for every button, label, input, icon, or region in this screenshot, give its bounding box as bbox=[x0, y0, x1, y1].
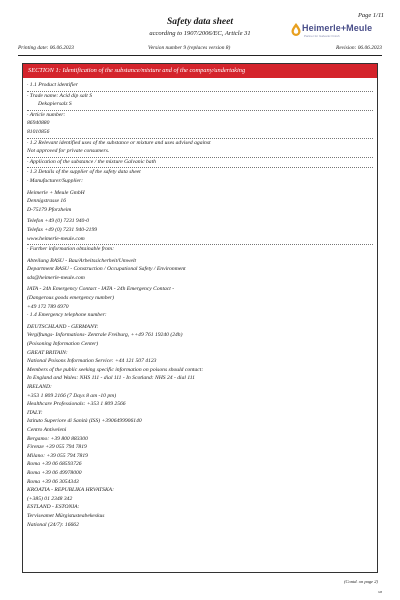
content-line: 81010856 bbox=[27, 128, 50, 135]
logo-tagline: Partner for Galvanic Finish bbox=[304, 34, 340, 38]
content-line: (Dangerous goods emergency number) bbox=[27, 295, 115, 302]
content-line: Department BASU - Construction / Occupational Safety / Environment bbox=[27, 266, 186, 273]
content-line: Dennigstrasse 16 bbox=[27, 198, 67, 205]
logo-mark-icon bbox=[290, 22, 302, 36]
document-title: Safety data sheet bbox=[167, 17, 233, 27]
content-line: Firenze +39 055 794 7819 bbox=[27, 444, 87, 451]
content-line: IRELAND: bbox=[27, 384, 52, 390]
edge-mark: GB bbox=[378, 590, 382, 594]
section-title: SECTION 1: Identification of the substance/mixture and of the company/undertaking bbox=[28, 66, 246, 74]
subsection-heading: · 1.2 Relevant identified uses of the substance or mixture and uses advised against bbox=[27, 139, 211, 146]
content-line: Dekapiersalz S bbox=[38, 101, 72, 108]
content-line: 86940880 bbox=[27, 120, 50, 127]
continued-note: (Contd. on page 2) bbox=[344, 579, 378, 584]
meta-row bbox=[18, 45, 382, 55]
company-logo bbox=[290, 22, 380, 44]
content-line: Roma +39 06 49978000 bbox=[27, 469, 82, 476]
content-line: · 1.4 Emergency telephone number: bbox=[27, 312, 107, 319]
content-line: Istituto Superiore di Sanità (ISS) +3906499906140 bbox=[27, 418, 142, 425]
subsection-heading: · Article number: bbox=[27, 111, 66, 118]
content-line: (+385) 01 2348 342 bbox=[27, 495, 73, 502]
content-line: National (24/7): 16662 bbox=[27, 521, 79, 528]
content-line: +49 172 789 6970 bbox=[27, 303, 69, 310]
content-line: Abteilung BASU - Bau/Arbeitssicherheit/Umwelt bbox=[27, 257, 137, 264]
subsection-heading: · Trade name: Acid dip salt S bbox=[27, 92, 92, 99]
content-line: In England and Wales: NHS 111 - dial 111 - In Scotland: NHS 24 - dial 111 bbox=[27, 375, 195, 382]
content-line: KROATIA - REPUBLIKA HRVATSKA: bbox=[27, 487, 114, 494]
subsection-heading: · Further information obtainable from: bbox=[27, 246, 114, 253]
content-line: Heimerle + Meule GmbH bbox=[27, 189, 85, 196]
header-rule bbox=[18, 55, 382, 56]
content-line: National Poisons Information Service: +44 121 507 4123 bbox=[27, 358, 157, 365]
content-line: Telefon +49 (0) 7231 940-0 bbox=[27, 218, 89, 225]
content-line: Not approved for private consumers. bbox=[27, 148, 110, 155]
revision-date: Revision: 06.06.2023 bbox=[336, 45, 382, 51]
content-line: Telefax +49 (0) 7231 940-2199 bbox=[27, 226, 98, 233]
content-line: Terviseamet Mürgistusteabekeskus bbox=[27, 512, 105, 519]
content-line: sds@heimerle-meule.com bbox=[27, 274, 85, 281]
document-subtitle: according to 1907/2006/EC, Article 31 bbox=[149, 30, 251, 37]
content-line: ESTLAND - ESTONIA: bbox=[27, 504, 80, 511]
section-content bbox=[27, 81, 373, 569]
content-line: Roma +39 06 3054343 bbox=[27, 478, 79, 485]
subsection-heading: · Application of the substance / the mixture Galvanic bath bbox=[27, 158, 156, 165]
content-line: Centro Antiveleni bbox=[27, 426, 67, 433]
printing-date: Printing date: 06.06.2023 bbox=[18, 45, 74, 51]
content-line: Healthcare Professionals: +353 1 809 2566 bbox=[27, 401, 126, 408]
logo-wordmark: Heimerle+Meule bbox=[302, 23, 373, 33]
content-line: GREAT BRITAIN: bbox=[27, 349, 68, 356]
content-line: Vergiftungs- Informations- Zentrale Freiburg, ++49 761 19240 (24h) bbox=[27, 332, 183, 339]
content-line: IATA - 24h Emergency Contact - IATA - 24h Emergency Contact - bbox=[27, 286, 175, 293]
content-line: D-75179 Pforzheim bbox=[27, 206, 72, 213]
content-line: Bergamo: +39 800 883300 bbox=[27, 435, 88, 442]
content-line: ITALY: bbox=[27, 409, 43, 416]
section-header-bar bbox=[23, 64, 377, 78]
subsection-heading: · 1.3 Details of the supplier of the safety data sheet bbox=[27, 169, 141, 176]
content-line: Members of the public seeking specific information on poisons should contact: bbox=[27, 366, 204, 373]
version-number: Version number 9 (replaces version 8) bbox=[148, 45, 231, 51]
content-line: +353 1 809 2166 (7 Days 8 am -10 pm) bbox=[27, 392, 117, 399]
content-line: Milano: +39 055 794 7819 bbox=[27, 452, 88, 459]
content-line: · Manufacturer/Supplier: bbox=[27, 177, 84, 184]
content-line: www.heimerle-meule.com bbox=[27, 235, 85, 242]
subsection-heading: · 1.1 Product identifier bbox=[27, 82, 78, 88]
content-line: Roma +39 06 68593726 bbox=[27, 461, 82, 468]
content-line: (Poisoning Information Center) bbox=[27, 341, 99, 348]
section-box bbox=[22, 63, 378, 573]
content-line: DEUTSCHLAND - GERMANY: bbox=[27, 323, 99, 330]
page-number: Page 1/11 bbox=[357, 12, 384, 19]
